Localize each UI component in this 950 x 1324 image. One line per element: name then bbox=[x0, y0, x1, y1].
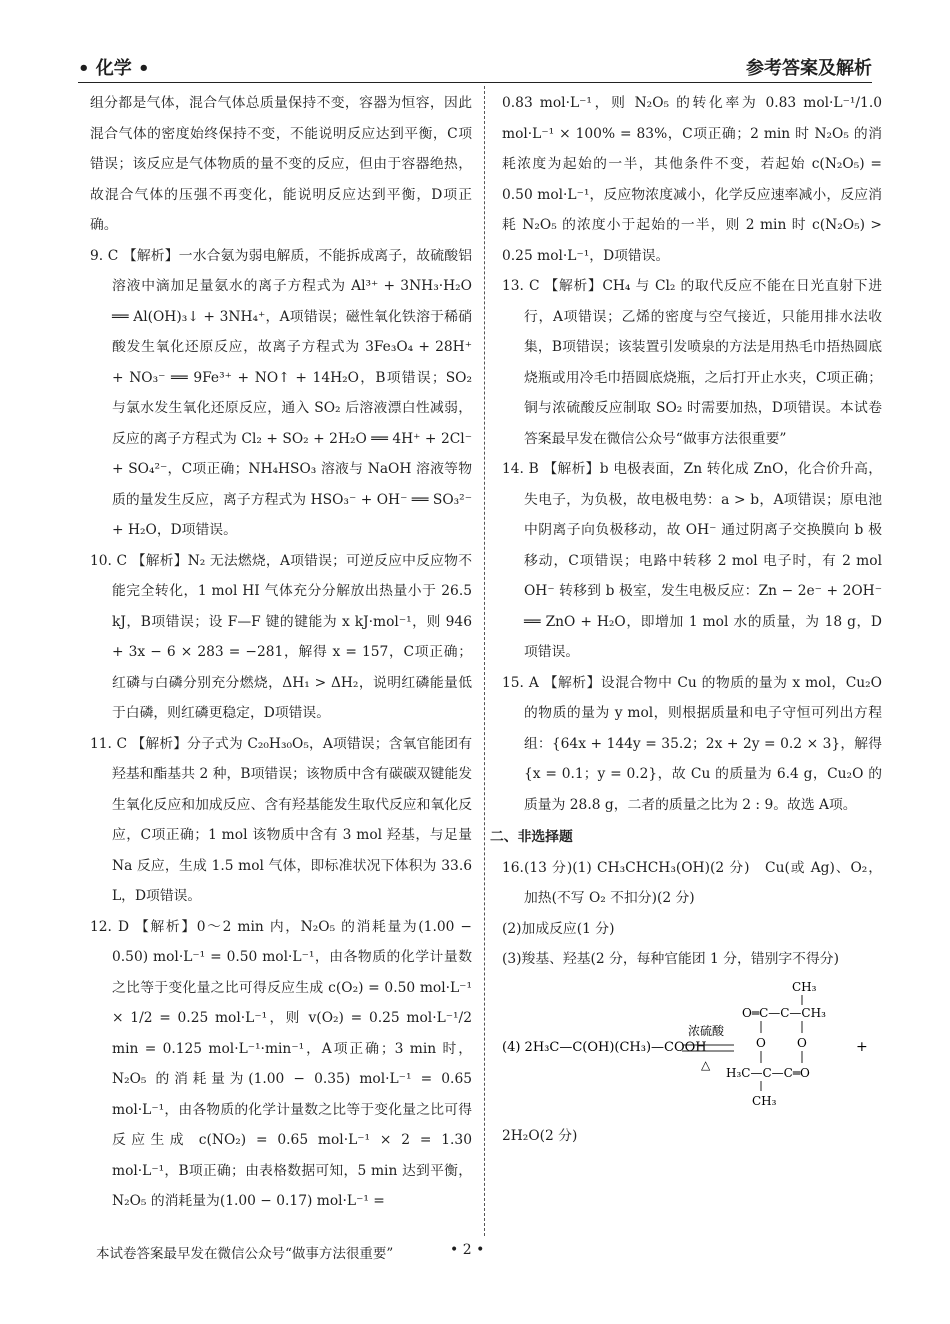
subject-title: • 化学 • bbox=[78, 58, 150, 79]
page-number: • 2 • bbox=[450, 1242, 485, 1258]
answer-10: 10. C 【解析】N₂ 无法燃烧，A项错误；可逆反应中反应物不能完全转化，1 mol HI 气体充分分解放出热量小于 26.5 kJ，B项错误；设 F—F 键的键能为 x kJ·mol⁻¹，则 946 + 3x − 6 × 283 = −281，解得 x = 157，C项正确；红磷与白磷分别充分燃烧，ΔH₁ > ΔH₂，说明红磷能量低于白磷，则红磷更稳定，D项错误。 bbox=[90, 552, 472, 721]
answer-continuation: 组分都是气体，混合气体总质量保持不变，容器为恒容，因此混合气体的密度始终保持不变，不能说明反应达到平衡，C项错误；该反应是气体物质的量不变的反应，但由于容器绝热，故混合气体的压强不再变化，能说明反应达到平衡，D项正确。 bbox=[90, 95, 472, 233]
svg-text:O: O bbox=[756, 1035, 766, 1050]
section-title: 参考答案及解析 bbox=[746, 58, 872, 79]
right-column bbox=[490, 88, 882, 1151]
reaction-diagram bbox=[502, 979, 882, 1117]
section-heading: 二、非选择题 bbox=[490, 829, 573, 845]
svg-text:H₃C—C—C═O: H₃C—C—C═O bbox=[726, 1065, 810, 1080]
heat-symbol: △ bbox=[701, 1057, 711, 1072]
answer-12: 12. D 【解析】0～2 min 内，N₂O₅ 的消耗量为(1.00 − 0.50) mol·L⁻¹ = 0.50 mol·L⁻¹，由各物质的化学计量数之比等于变化量之比可得反应生成 c(O₂) = 0.50 mol·L⁻¹ × 1/2 = 0.25 mol·L⁻¹，则 v(O₂) = 0.25 mol·L⁻¹/2 min = 0.125 mol·L⁻¹·min⁻¹，A项正确；3 min 时，N₂O₅ 的消耗量为(1.00 − 0.35) mol·L⁻¹ = 0.65 mol·L⁻¹，由各物质的化学计量数之比等于变化量之比可得反应生成 c(NO₂) = 0.65 mol·L⁻¹ × 2 = 1.30 mol·L⁻¹，B项正确；由表格数据可知，5 min 达到平衡，N₂O₅ 的消耗量为(1.00 − 0.17) mol·L⁻¹ = bbox=[90, 918, 472, 1209]
reaction-equation bbox=[502, 979, 882, 1117]
answer-16-part3: (3)羧基、羟基(2 分，每种官能团 1 分，错别字不得分) bbox=[502, 951, 839, 967]
condition-label: 浓硫酸 bbox=[688, 1023, 725, 1038]
answer-11: 11. C 【解析】分子式为 C₂₀H₃₀O₅，A项错误；含氧官能团有羟基和酯基共 2 种，B项错误；该物质中含有碳碳双键能发生氧化反应和加成反应、含有羟基能发生取代反应和氧化反应，C项正确；1 mol 该物质中含有 3 mol 羟基，与足量 Na 反应，生成 1.5 mol 气体，即标准状况下体积为 33.6 L，D项错误。 bbox=[90, 735, 472, 904]
page-header bbox=[78, 52, 872, 83]
answer-16-part1: 16.(13 分)(1) CH₃CHCH₃(OH)(2 分) Cu(或 Ag)、O₂，加热(不写 O₂ 不扣分)(2 分) bbox=[502, 859, 882, 906]
reactant-formula: (4) 2H₃C—C(OH)(CH₃)—COOH bbox=[502, 1039, 707, 1055]
svg-text:CH₃: CH₃ bbox=[752, 1093, 777, 1108]
answer-16-part4-tail: 2H₂O(2 分) bbox=[502, 1127, 578, 1144]
answer-14: 14. B 【解析】b 电极表面，Zn 转化成 ZnO，化合价升高，失电子，为负极，故电极电势：a > b，A项错误；原电池中阴离子向负极移动，故 OH⁻ 通过阴离子交换膜向 b 极移动，C项错误；电路中转移 2 mol 电子时，有 2 mol OH⁻ 转移到 b 极室，发生电极反应：Zn − 2e⁻ + 2OH⁻ ══ ZnO + H₂O，即增加 1 mol 水的质量，为 18 g，D项错误。 bbox=[502, 461, 882, 660]
svg-text:O: O bbox=[797, 1035, 807, 1050]
svg-text:CH₃: CH₃ bbox=[792, 979, 817, 994]
plus-sign: + bbox=[856, 1038, 868, 1055]
svg-text:O═C—C—CH₃: O═C—C—CH₃ bbox=[742, 1005, 826, 1020]
answer-16-part2: (2)加成反应(1 分) bbox=[502, 920, 615, 937]
column-divider bbox=[484, 86, 485, 1236]
cyclic-ester-structure bbox=[726, 980, 826, 1108]
answer-9: 9. C 【解析】一水合氨为弱电解质，不能拆成离子，故硫酸铝溶液中滴加足量氨水的离子方程式为 Al³⁺ + 3NH₃·H₂O ══ Al(OH)₃↓ + 3NH₄⁺，A项错误；磁性氧化铁溶于稀硝酸发生氧化还原反应，故离子方程式为 3Fe₃O₄ + 28H⁺ + NO₃⁻ ══ 9Fe³⁺ + NO↑ + 14H₂O，B项错误；SO₂ 与氯水发生氧化还原反应，通入 SO₂ 后溶液漂白性减弱，反应的离子方程式为 Cl₂ + SO₂ + 2H₂O ══ 4H⁺ + 2Cl⁻ + SO₄²⁻，C项正确；NH₄HSO₃ 溶液与 NaOH 溶液等物质的量发生反应，离子方程式为 HSO₃⁻ + OH⁻ ══ SO₃²⁻ + H₂O，D项错误。 bbox=[90, 247, 472, 538]
answer-15: 15. A 【解析】设混合物中 Cu 的物质的量为 x mol，Cu₂O 的物质的量为 y mol，则根据质量和电子守恒可列出方程组：{64x + 144y = 35.2；2x + 2y = 0.2 × 3}，解得 {x = 0.1；y = 0.2}，故 Cu 的质量为 6.4 g，Cu₂O 的质量为 28.8 g，二者的质量之比为 2 : 9。故选 A项。 bbox=[502, 674, 882, 813]
answer-13: 13. C 【解析】CH₄ 与 Cl₂ 的取代反应不能在日光直射下进行，A项错误；乙烯的密度与空气接近，只能用排水法收集，B项错误；该装置引发喷泉的方法是用热毛巾捂热圆底烧瓶或用冷毛巾捂圆底烧瓶，之后打开止水夹，C项正确；铜与浓硫酸反应制取 SO₂ 时需要加热，D项错误。本试卷答案最早发在微信公众号“做事方法很重要” bbox=[502, 278, 882, 447]
left-column bbox=[90, 88, 472, 1217]
answer-12-continuation: 0.83 mol·L⁻¹，则 N₂O₅ 的转化率为 0.83 mol·L⁻¹/1.0 mol·L⁻¹ × 100% = 83%，C项正确；2 min 时 N₂O₅ 的消耗浓度为起始的一半，其他条件不变，若起始 c(N₂O₅) = 0.50 mol·L⁻¹，反应物浓度减小，化学反应速率减小，反应消耗 N₂O₅ 的浓度小于起始的一半，则 2 min 时 c(N₂O₅) > 0.25 mol·L⁻¹，D项错误。 bbox=[502, 95, 882, 264]
footer-note: 本试卷答案最早发在微信公众号“做事方法很重要” bbox=[96, 1246, 394, 1262]
